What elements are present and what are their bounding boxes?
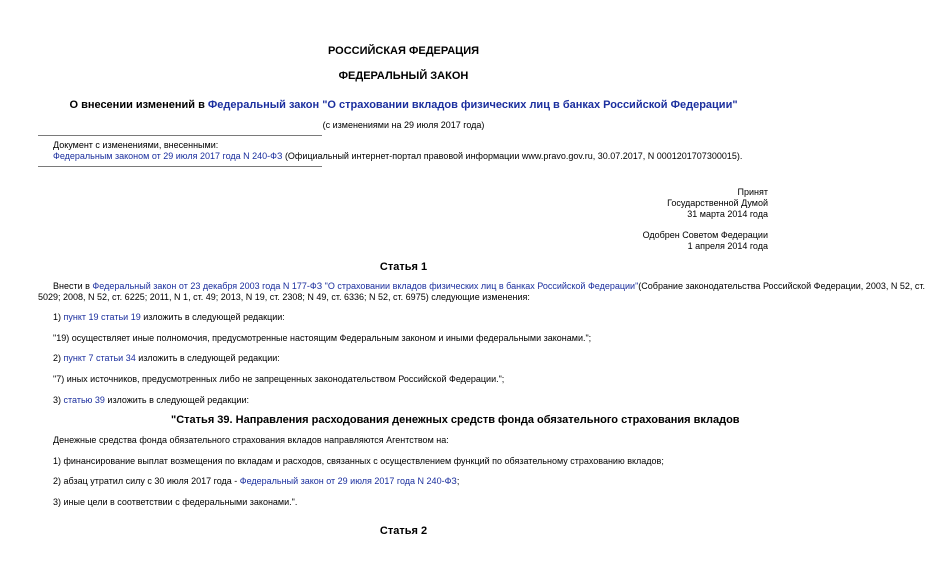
item-2: [53, 353, 280, 364]
item-1-quote: "19) осуществляет иные полномочия, предусмотренные настоящим Федеральным законом и иными федеральными законами.";: [53, 333, 592, 343]
article-39-heading: "Статья 39. Направления расходования денежных средств фонда обязательного страхования вкладов: [171, 414, 740, 426]
intro-citation: (Собрание законодательства Российской Федерации, 2003, N 52, ст.: [638, 281, 925, 291]
article-39-intro: Денежные средства фонда обязательного страхования вкладов направляются Агентством на:: [53, 435, 449, 445]
item-3: [53, 395, 249, 406]
item-1-number: 1): [53, 312, 64, 322]
article-1-intro-line1: [53, 281, 925, 292]
adopted-label: Принят: [737, 187, 768, 197]
approved-label: Одобрен Советом Федерации: [642, 230, 768, 240]
article-1-heading: Статья 1: [379, 261, 428, 273]
amendment-source: (Официальный интернет-портал правовой информации www.pravo.gov.ru, 30.07.2017, N 0001201707300015).: [282, 151, 743, 161]
adopted-by: Государственной Думой: [667, 198, 768, 208]
amendments-entry: [53, 151, 742, 162]
item-2-number: 2): [53, 353, 64, 363]
article-39-point-2: [53, 476, 459, 487]
item-2-link[interactable]: пункт 7 статьи 34: [63, 353, 136, 363]
item-3-link[interactable]: статью 39: [63, 395, 105, 405]
amendment-law-link[interactable]: Федеральным законом от 29 июля 2017 года N 240-ФЗ: [53, 151, 283, 161]
amendments-label: Документ с изменениями, внесенными:: [53, 140, 219, 150]
article-39-point-3: 3) иные цели в соответствии с федеральными законами.".: [53, 497, 298, 507]
adopted-date: 31 марта 2014 года: [687, 209, 768, 219]
intro-law-link[interactable]: Федеральный закон от 23 декабря 2003 года N 177-ФЗ "О страховании вкладов физических лиц в банках Российской Федерации": [92, 281, 639, 291]
article-1-intro-line2: 5029; 2008, N 52, ст. 6225; 2011, N 1, ст. 49; 2013, N 19, ст. 2308; N 49, ст. 6336; N 52, ст. 6975) следующие изменения:: [38, 292, 530, 302]
approved-date: 1 апреля 2014 года: [687, 241, 768, 251]
point-2-end: ;: [456, 476, 460, 486]
country-heading: РОССИЙСКАЯ ФЕДЕРАЦИЯ: [327, 45, 480, 57]
box-top-divider: [38, 135, 322, 136]
box-bottom-divider: [38, 166, 322, 167]
item-2-text: изложить в следующей редакции:: [135, 353, 280, 363]
doc-type-heading: ФЕДЕРАЛЬНЫЙ ЗАКОН: [338, 70, 469, 82]
page-title: [0, 99, 807, 112]
point-2-law-link[interactable]: Федеральный закон от 29 июля 2017 года N 240-ФЗ: [239, 476, 457, 486]
article-39-point-1: 1) финансирование выплат возмещения по вкладам и расходов, связанных с осуществлением функций по обязательному страхованию вкладов;: [53, 456, 664, 466]
article-2-heading: Статья 2: [379, 525, 428, 537]
item-1-link[interactable]: пункт 19 статьи 19: [63, 312, 141, 322]
edition-note: (с изменениями на 29 июля 2017 года): [322, 120, 485, 130]
item-1: [53, 312, 285, 323]
item-1-text: изложить в следующей редакции:: [140, 312, 285, 322]
item-2-quote: "7) иных источников, предусмотренных либо не запрещенных законодательством Российской Федерации.";: [53, 374, 505, 384]
item-3-text: изложить в следующей редакции:: [104, 395, 249, 405]
title-prefix: О внесении изменений в: [69, 99, 208, 111]
intro-prefix: Внести в: [53, 281, 93, 291]
title-law-link[interactable]: Федеральный закон "О страховании вкладов физических лиц в банках Российской Федерации": [207, 99, 738, 111]
point-2-text: 2) абзац утратил силу с 30 июля 2017 года -: [53, 476, 240, 486]
item-3-number: 3): [53, 395, 64, 405]
